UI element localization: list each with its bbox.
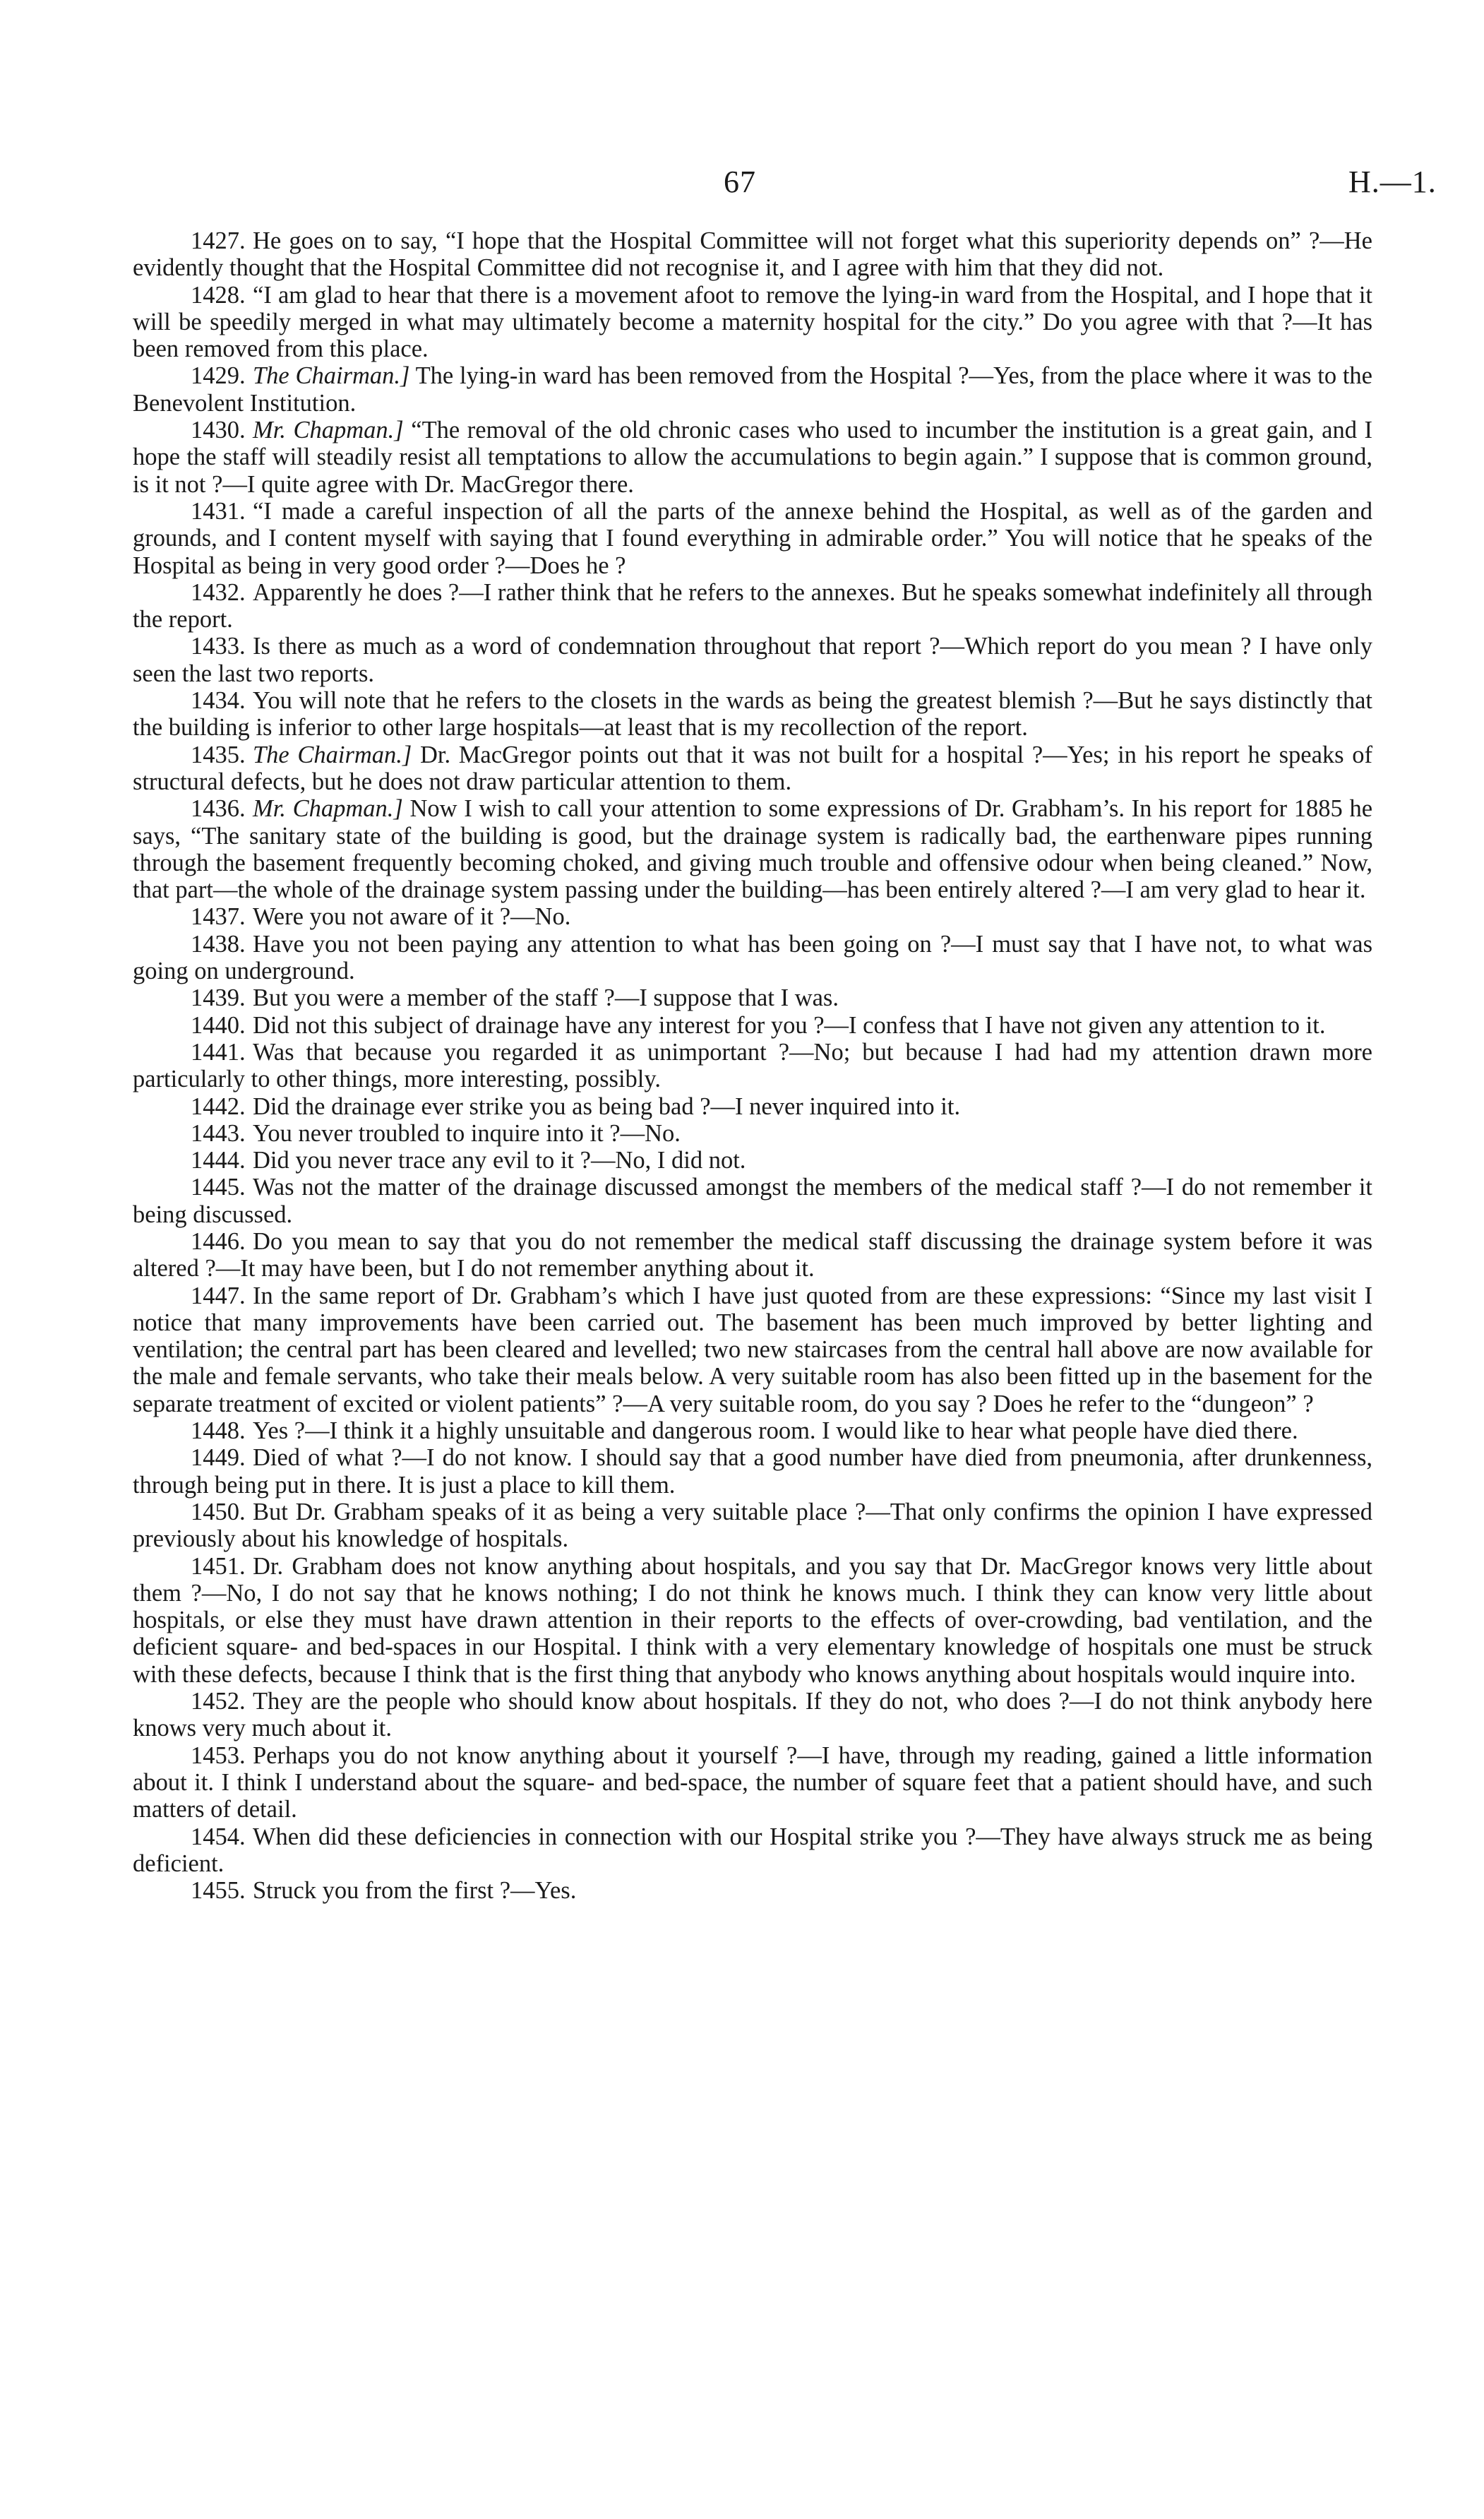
question-number: 1439.: [191, 984, 246, 1012]
question-paragraph: [133, 633, 1372, 687]
question-number: 1449.: [191, 1444, 246, 1472]
paragraph-text: The lying-in ward has been removed from the Hospital ?—Yes, from the place where it was to the Benevolent Institution.: [133, 362, 1372, 417]
question-paragraph: [133, 984, 1372, 1011]
page-header: [0, 164, 1484, 206]
question-paragraph: [133, 1877, 1372, 1904]
question-paragraph: [133, 1039, 1372, 1093]
question-paragraph: [133, 903, 1372, 930]
document-reference: H.—1.: [1348, 165, 1437, 199]
question-paragraph: [133, 1417, 1372, 1444]
question-paragraph: [133, 687, 1372, 742]
question-paragraph: [133, 742, 1372, 796]
paragraph-text: Were you not aware of it ?—No.: [252, 903, 571, 931]
question-number: 1433.: [191, 633, 246, 660]
question-number: 1437.: [191, 903, 246, 931]
paragraph-text: You will note that he refers to the closets in the wards as being the greatest blemish ?—But he says distinctly that the building is inferior to other large hospitals—at least that is my recollection of the report.: [133, 687, 1372, 742]
paragraph-text: Struck you from the first ?—Yes.: [252, 1877, 577, 1905]
paragraph-text: But you were a member of the staff ?—I suppose that I was.: [252, 984, 839, 1012]
question-number: 1438.: [191, 930, 246, 958]
page-number: 67: [724, 165, 756, 199]
question-paragraph: [133, 1742, 1372, 1823]
paragraph-text: “I am glad to hear that there is a movement afoot to remove the lying-in ward from the Hospital, and I hope that it will be speedily merged in what may ultimately become a maternity hospital for the city.” Do you agree with that ?—It has been removed from this place.: [133, 281, 1372, 363]
question-paragraph: [133, 1823, 1372, 1878]
question-number: 1431.: [191, 497, 246, 525]
question-paragraph: [133, 1093, 1372, 1120]
question-number: 1430.: [191, 417, 246, 444]
question-number: 1443.: [191, 1119, 246, 1147]
question-number: 1435.: [191, 741, 246, 768]
question-paragraph: [133, 362, 1372, 417]
question-number: 1429.: [191, 362, 246, 390]
question-number: 1446.: [191, 1227, 246, 1255]
question-number: 1453.: [191, 1741, 246, 1769]
question-paragraph: [133, 1444, 1372, 1499]
question-paragraph: [133, 1553, 1372, 1688]
paragraph-text: Dr. MacGregor points out that it was not built for a hospital ?—Yes; in his report he speaks of structural defects, but he does not draw particular attention to them.: [133, 741, 1372, 795]
paragraph-text: Was that because you regarded it as unimportant ?—No; but because I had had my attention drawn more particularly to other things, more interesting, possibly.: [133, 1038, 1372, 1093]
question-paragraph: [133, 1228, 1372, 1282]
question-paragraph: [133, 1012, 1372, 1039]
paragraph-text: Did not this subject of drainage have any interest for you ?—I confess that I have not given any attention to it.: [252, 1011, 1326, 1039]
question-number: 1448.: [191, 1417, 246, 1445]
paragraph-text: Dr. Grabham does not know anything about hospitals, and you say that Dr. MacGregor knows very little about them ?—No, I do not say that he knows nothing; I do not think he knows much. I think they can know very little about hospitals, or else they must have drawn attention in their reports to the effects of over-crowding, bad ventilation, and the deficient square- and bed-spaces in our Hospital. I think with a very elementary knowledge of hospitals one must be struck with these defects, because I think that is the first thing that anybody who knows anything about hospitals would inquire into.: [133, 1552, 1372, 1688]
paragraph-text: In the same report of Dr. Grabham’s which I have just quoted from are these expressions: “Since my last visit I notice that many improvements have been carried out. The basement has been much improved by better lighting and ventilation; the central part has been cleared and levelled; two new staircases from the central hall above are now available for the male and female servants, who take their meals below. A very suitable room has also been fitted up in the basement for the separate treatment of excited or violent patients” ?—A very suitable room, do you say ? Does he refer to the “dungeon” ?: [133, 1282, 1372, 1417]
question-paragraph: [133, 1688, 1372, 1742]
paragraph-text: Died of what ?—I do not know. I should say that a good number have died from pneumonia, after drunkenness, through being put in there. It is just a place to kill them.: [133, 1444, 1372, 1499]
speaker-label: The Chairman.]: [252, 741, 412, 768]
question-number: 1434.: [191, 687, 246, 715]
paragraph-text: When did these deficiencies in connection with our Hospital strike you ?—They have always struck me as being deficient.: [133, 1823, 1372, 1877]
question-number: 1454.: [191, 1823, 246, 1850]
question-paragraph: [133, 1499, 1372, 1553]
paragraph-text: Perhaps you do not know anything about it yourself ?—I have, through my reading, gained a little information about it. I think I understand about the square- and bed-space, the number of square feet that a patient should have, and such matters of detail.: [133, 1741, 1372, 1823]
question-number: 1432.: [191, 578, 246, 606]
question-number: 1445.: [191, 1174, 246, 1201]
paragraph-text: “I made a careful inspection of all the parts of the annexe behind the Hospital, as well as of the garden and grounds, and I content myself with saying that I found everything in admirable order.” You will notice that he speaks of the Hospital as being in very good order ?—Does he ?: [133, 497, 1372, 579]
paragraph-text: Apparently he does ?—I rather think that he refers to the annexes. But he speaks somewhat indefinitely all through the report.: [133, 578, 1372, 633]
paragraph-text: He goes on to say, “I hope that the Hospital Committee will not forget what this superiority depends on” ?—He evidently thought that the Hospital Committee did not recognise it, and I agree with him that they did not.: [133, 227, 1372, 282]
speaker-label: Mr. Chapman.]: [252, 795, 403, 823]
paragraph-text: Do you mean to say that you do not remember the medical staff discussing the drainage system before it was altered ?—It may have been, but I do not remember anything about it.: [133, 1227, 1372, 1282]
paragraph-text: Did you never trace any evil to it ?—No, I did not.: [252, 1147, 746, 1174]
paragraph-text: Did the drainage ever strike you as being bad ?—I never inquired into it.: [252, 1092, 961, 1120]
paragraph-text: Yes ?—I think it a highly unsuitable and dangerous room. I would like to hear what people have died there.: [252, 1417, 1298, 1445]
question-number: 1428.: [191, 281, 246, 309]
paragraph-text: But Dr. Grabham speaks of it as being a very suitable place ?—That only confirms the opinion I have expressed previously about his knowledge of hospitals.: [133, 1498, 1372, 1553]
document-body: [133, 227, 1372, 1904]
question-number: 1451.: [191, 1552, 246, 1580]
question-paragraph: [133, 282, 1372, 363]
question-number: 1455.: [191, 1877, 246, 1905]
question-number: 1444.: [191, 1147, 246, 1174]
paragraph-text: Now I wish to call your attention to some expressions of Dr. Grabham’s. In his report for 1885 he says, “The sanitary state of the building is good, but the drainage system is radically bad, the earthenware pipes running through the basement frequently becoming choked, and giving much trouble and offensive odour when being cleaned.” Now, that part—the whole of the drainage system passing under the building—has been entirely altered ?—I am very glad to hear it.: [133, 795, 1373, 904]
speaker-label: The Chairman.]: [252, 362, 410, 390]
question-paragraph: [133, 1174, 1372, 1228]
question-number: 1442.: [191, 1092, 246, 1120]
question-paragraph: [133, 417, 1372, 498]
question-paragraph: [133, 1282, 1372, 1417]
question-paragraph: [133, 1147, 1372, 1174]
question-paragraph: [133, 931, 1372, 985]
question-number: 1427.: [191, 227, 246, 254]
paragraph-text: Is there as much as a word of condemnation throughout that report ?—Which report do you mean ? I have only seen the last two reports.: [133, 633, 1372, 687]
question-paragraph: [133, 795, 1372, 903]
question-paragraph: [133, 498, 1372, 579]
question-number: 1441.: [191, 1038, 246, 1066]
paragraph-text: They are the people who should know about hospitals. If they do not, who does ?—I do not think anybody here knows very much about it.: [133, 1688, 1372, 1742]
paragraph-text: You never troubled to inquire into it ?—No.: [252, 1119, 681, 1147]
question-number: 1450.: [191, 1498, 246, 1525]
question-number: 1447.: [191, 1282, 246, 1309]
speaker-label: Mr. Chapman.]: [252, 417, 404, 444]
paragraph-text: “The removal of the old chronic cases who used to incumber the institution is a great gain, and I hope the staff will steadily resist all temptations to allow the accumulations to begin again.” I suppose that is common ground, is it not ?—I quite agree with Dr. MacGregor there.: [133, 417, 1373, 498]
question-number: 1452.: [191, 1688, 246, 1715]
paragraph-text: Have you not been paying any attention to what has been going on ?—I must say that I have not, to what was going on underground.: [133, 930, 1372, 985]
question-number: 1440.: [191, 1011, 246, 1039]
paragraph-text: Was not the matter of the drainage discussed amongst the members of the medical staff ?—I do not remember it being discussed.: [133, 1174, 1372, 1228]
question-paragraph: [133, 227, 1372, 282]
question-paragraph: [133, 1120, 1372, 1147]
question-number: 1436.: [191, 795, 246, 823]
question-paragraph: [133, 579, 1372, 633]
